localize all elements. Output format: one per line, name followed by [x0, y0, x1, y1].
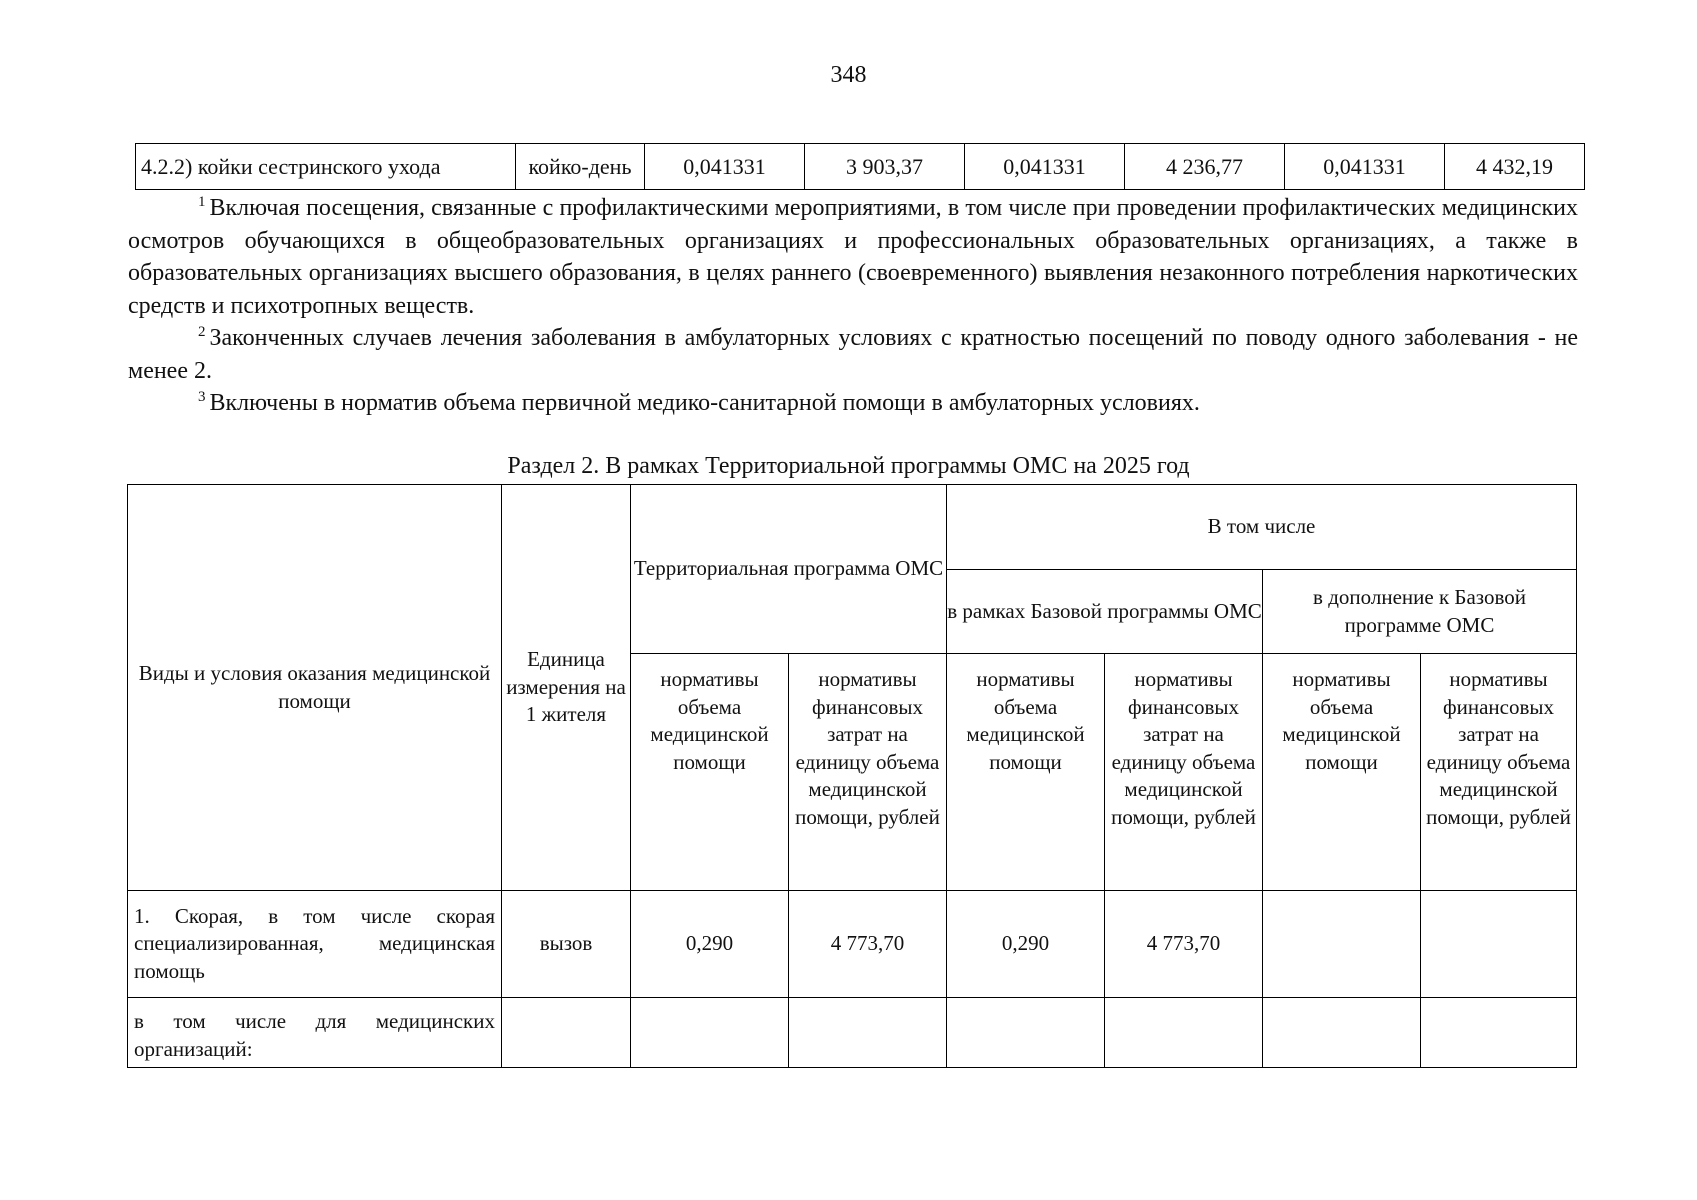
continuation-table [135, 143, 1585, 190]
table-cell [1421, 998, 1577, 1068]
header-volume: нормативы объема медицинской помощи [1263, 654, 1421, 891]
norms-table [127, 484, 1577, 1068]
header-volume: нормативы объема медицинской помощи [631, 654, 789, 891]
header-territorial: Территориальная программа ОМС [631, 485, 947, 654]
row-name: в том числе для медицинских организаций: [128, 998, 502, 1068]
header-including: В том числе [947, 485, 1577, 570]
footnotes [128, 192, 1578, 420]
table-row [128, 998, 1577, 1068]
header-cost: нормативы финансовых затрат на единицу объема медицинской помощи, рублей [1421, 654, 1577, 891]
row-name: 1. Скорая, в том числе скорая специализированная, медицинская помощь [128, 891, 502, 998]
table-cell: 4 236,77 [1125, 144, 1285, 190]
table-cell [1263, 998, 1421, 1068]
footnote-2 [128, 322, 1578, 387]
table-cell [1421, 891, 1577, 998]
header-cost: нормативы финансовых затрат на единицу объема медицинской помощи, рублей [1105, 654, 1263, 891]
table-cell [631, 998, 789, 1068]
table-cell: 0,041331 [965, 144, 1125, 190]
footnote-mark: 3 [198, 389, 206, 405]
footnote-mark: 2 [198, 324, 206, 340]
table-cell: 4 773,70 [789, 891, 947, 998]
header-unit: Единица измерения на 1 жителя [502, 485, 631, 891]
page-number: 348 [830, 62, 867, 88]
row-unit: вызов [502, 891, 631, 998]
footnote-3 [128, 387, 1578, 420]
table-cell [1105, 998, 1263, 1068]
table-cell: 4 773,70 [1105, 891, 1263, 998]
row-unit [502, 998, 631, 1068]
footnote-text: Включая посещения, связанные с профилактическими мероприятиями, в том числе при проведении профилактических медицинских осмотров обучающихся в общеобразовательных организациях и профессиональных образовательных организациях, а также в образовательных организациях высшего образования, в целях раннего (своевременного) выявления незаконного потребления наркотических средств и психотропных веществ. [128, 195, 1578, 319]
footnote-mark: 1 [198, 194, 206, 210]
table-cell: 0,041331 [645, 144, 805, 190]
table-row [128, 891, 1577, 998]
header-row [128, 485, 1577, 570]
table-cell: 0,290 [947, 891, 1105, 998]
table-cell: 4 432,19 [1445, 144, 1585, 190]
row-name: 4.2.2) койки сестринского ухода [136, 144, 516, 190]
header-basic: в рамках Базовой программы ОМС [947, 570, 1263, 654]
header-cost: нормативы финансовых затрат на единицу объема медицинской помощи, рублей [789, 654, 947, 891]
table-cell [1263, 891, 1421, 998]
footnote-text: Включены в норматив объема первичной медико-санитарной помощи в амбулаторных условиях. [209, 390, 1200, 416]
header-types: Виды и условия оказания медицинской помощи [128, 485, 502, 891]
table-cell: 3 903,37 [805, 144, 965, 190]
footnote-text: Законченных случаев лечения заболевания в амбулаторных условиях с кратностью посещений по поводу одного заболевания - не менее 2. [128, 325, 1578, 384]
table-cell: 0,041331 [1285, 144, 1445, 190]
table-cell [947, 998, 1105, 1068]
table-cell: 0,290 [631, 891, 789, 998]
section-title: Раздел 2. В рамках Территориальной программы ОМС на 2025 год [507, 453, 1190, 479]
table-cell [789, 998, 947, 1068]
header-additional: в дополнение к Базовой программе ОМС [1263, 570, 1577, 654]
footnote-1 [128, 192, 1578, 322]
table-row [136, 144, 1585, 190]
row-unit: койко-день [516, 144, 645, 190]
header-volume: нормативы объема медицинской помощи [947, 654, 1105, 891]
